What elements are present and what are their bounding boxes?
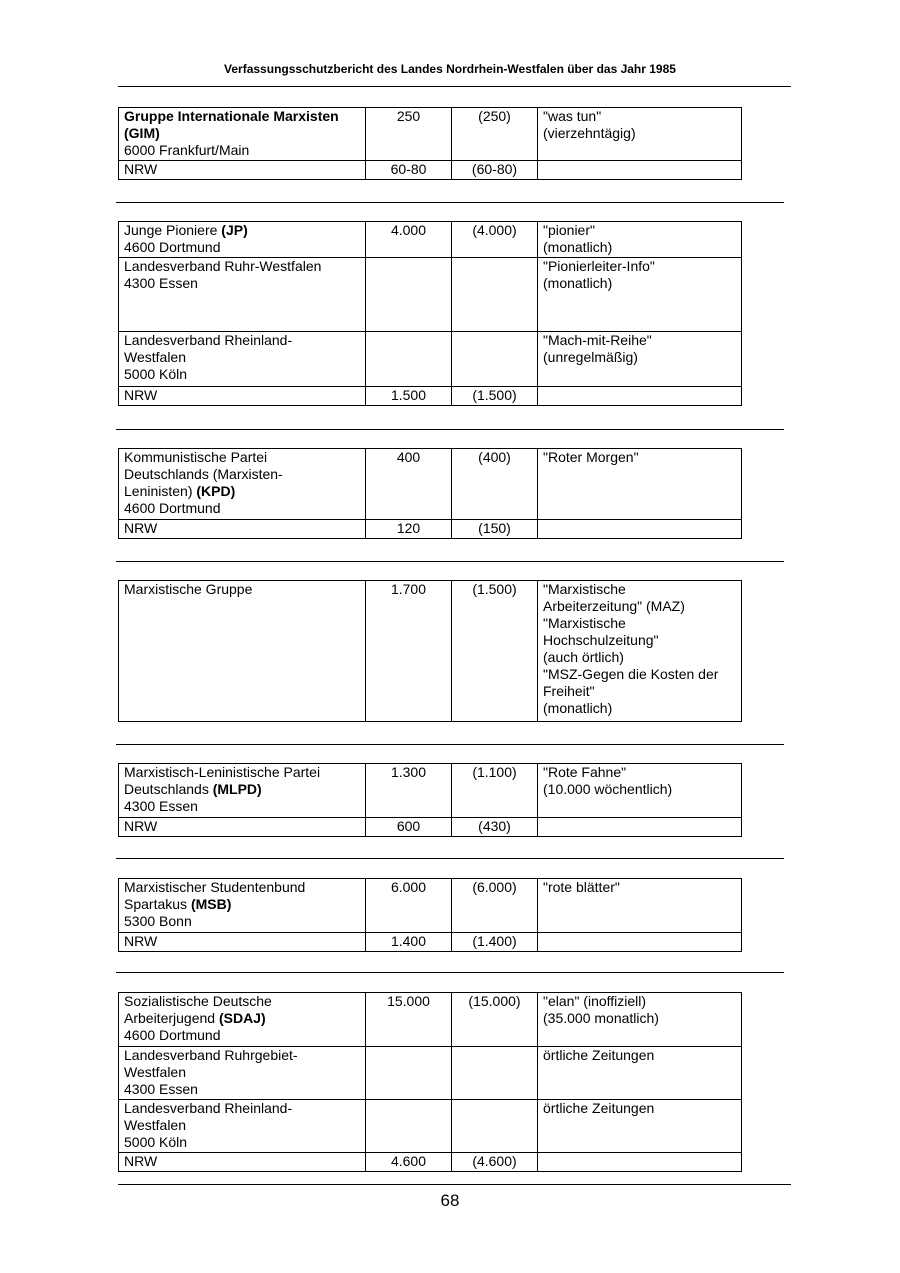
org-location: 6000 Frankfurt/Main <box>124 142 250 158</box>
organization-table-kpd <box>118 448 742 539</box>
org-abbr: (MLPD) <box>212 781 262 797</box>
org-name: Leninisten) <box>124 483 193 499</box>
org-location: 4600 Dortmund <box>124 1027 221 1043</box>
publication-cell <box>538 332 742 387</box>
publication-cell <box>538 1100 742 1153</box>
publication-line: "Mach-mit-Reihe" <box>543 332 652 348</box>
org-location: 4600 Dortmund <box>124 239 221 255</box>
org-abbr: (MSB) <box>190 896 232 912</box>
page-number: 68 <box>440 1191 460 1210</box>
publication-cell <box>538 222 742 258</box>
members-cell: 400 <box>366 449 452 520</box>
org-cell: NRW <box>119 387 366 406</box>
members-cell: 1.500 <box>366 387 452 406</box>
prev-members-cell: (150) <box>452 520 538 539</box>
table-row <box>119 581 742 722</box>
organization-table-sdaj <box>118 992 742 1172</box>
table-row <box>119 818 742 837</box>
org-cell <box>119 449 366 520</box>
organization-table-gim <box>118 107 742 180</box>
org-cell: NRW <box>119 1153 366 1172</box>
publication-line: (monatlich) <box>543 700 613 716</box>
footer-rule <box>118 1184 791 1185</box>
publication-line: "pionier" <box>543 222 595 238</box>
publication-line: "Marxistische <box>543 615 626 631</box>
publication-cell <box>538 993 742 1047</box>
prev-members-cell: (400) <box>452 449 538 520</box>
prev-members-cell: (60-80) <box>452 161 538 180</box>
org-name: Spartakus <box>124 896 188 912</box>
table-row <box>119 933 742 952</box>
publication-cell <box>538 520 742 539</box>
org-abbr: (KPD) <box>196 483 236 499</box>
separator-rule <box>116 429 784 430</box>
publication-cell <box>538 581 742 722</box>
publication-line: (unregelmäßig) <box>543 349 638 365</box>
publication-cell <box>538 933 742 952</box>
publication-line: örtliche Zeitungen <box>543 1100 655 1116</box>
org-cell: NRW <box>119 520 366 539</box>
separator-rule <box>116 972 784 973</box>
table-row <box>119 449 742 520</box>
separator-rule <box>116 202 784 203</box>
publication-cell <box>538 879 742 933</box>
org-abbr: (GIM) <box>124 125 160 141</box>
org-name: Landesverband Ruhrgebiet- <box>124 1047 298 1063</box>
org-name: Sozialistische Deutsche <box>124 993 272 1009</box>
org-cell: NRW <box>119 933 366 952</box>
prev-members-cell: (4.000) <box>452 222 538 258</box>
org-location: 4300 Essen <box>124 1081 198 1097</box>
publication-line: (auch örtlich) <box>543 649 624 665</box>
publication-line: "Roter Morgen" <box>543 449 639 465</box>
prev-members-cell <box>452 332 538 387</box>
publication-line: Hochschulzeitung" <box>543 632 659 648</box>
members-cell: 120 <box>366 520 452 539</box>
members-cell <box>366 258 452 332</box>
table-row <box>119 332 742 387</box>
members-cell: 250 <box>366 108 452 161</box>
publication-cell <box>538 1153 742 1172</box>
members-cell: 15.000 <box>366 993 452 1047</box>
org-name: Deutschlands (Marxisten- <box>124 466 283 482</box>
table-row <box>119 1153 742 1172</box>
publication-line: (monatlich) <box>543 239 613 255</box>
publication-line: (35.000 monatlich) <box>543 1010 659 1026</box>
org-location: 5000 Köln <box>124 1134 188 1150</box>
org-name: Landesverband Rheinland- <box>124 332 293 348</box>
org-cell: NRW <box>119 818 366 837</box>
org-abbr: (JP) <box>221 222 248 238</box>
table-row <box>119 520 742 539</box>
table-row <box>119 993 742 1047</box>
members-cell: 1.400 <box>366 933 452 952</box>
org-cell: Marxistische Gruppe <box>119 581 366 722</box>
org-location: 4300 Essen <box>124 275 198 291</box>
org-cell <box>119 764 366 818</box>
publication-cell <box>538 764 742 818</box>
publication-line: "Pionierleiter-Info" <box>543 258 655 274</box>
table-row <box>119 108 742 161</box>
publication-line: (vierzehntägig) <box>543 125 636 141</box>
publication-cell <box>538 161 742 180</box>
org-location: 5300 Bonn <box>124 913 192 929</box>
table-row <box>119 1047 742 1100</box>
org-name: Deutschlands <box>124 781 209 797</box>
org-name: Landesverband Rheinland- <box>124 1100 293 1116</box>
org-cell <box>119 108 366 161</box>
publication-cell <box>538 387 742 406</box>
org-name: Marxistischer Studentenbund <box>124 879 306 895</box>
org-cell: NRW <box>119 161 366 180</box>
members-cell: 600 <box>366 818 452 837</box>
members-cell: 1.300 <box>366 764 452 818</box>
org-cell <box>119 1047 366 1100</box>
org-cell <box>119 993 366 1047</box>
org-cell <box>119 332 366 387</box>
org-location: 4600 Dortmund <box>124 500 221 516</box>
publication-line: örtliche Zeitungen <box>543 1047 655 1063</box>
table-row <box>119 222 742 258</box>
prev-members-cell: (1.500) <box>452 387 538 406</box>
publication-cell <box>538 108 742 161</box>
separator-rule <box>116 561 784 562</box>
prev-members-cell: (1.500) <box>452 581 538 722</box>
members-cell: 4.000 <box>366 222 452 258</box>
table-row <box>119 879 742 933</box>
publication-cell <box>538 1047 742 1100</box>
org-cell <box>119 258 366 332</box>
table-row <box>119 764 742 818</box>
organization-table-mg <box>118 580 742 722</box>
org-cell <box>119 879 366 933</box>
separator-rule <box>116 744 784 745</box>
publication-line: "rote blätter" <box>543 879 620 895</box>
publication-line: "elan" (inoffiziell) <box>543 993 647 1009</box>
table-row <box>119 258 742 332</box>
organization-table-mlpd <box>118 763 742 837</box>
members-cell: 1.700 <box>366 581 452 722</box>
prev-members-cell <box>452 258 538 332</box>
header-rule <box>118 86 791 87</box>
org-name: Kommunistische Partei <box>124 449 268 465</box>
page-header: Verfassungsschutzbericht des Landes Nordrhein-Westfalen über das Jahr 1985 <box>224 62 676 76</box>
members-cell: 4.600 <box>366 1153 452 1172</box>
organization-table-jp <box>118 221 742 406</box>
org-name: Landesverband Ruhr-Westfalen <box>124 258 322 274</box>
prev-members-cell: (6.000) <box>452 879 538 933</box>
org-name: Westfalen <box>124 349 186 365</box>
publication-line: "MSZ-Gegen die Kosten der <box>543 666 719 682</box>
members-cell: 60-80 <box>366 161 452 180</box>
members-cell: 6.000 <box>366 879 452 933</box>
publication-line: Freiheit" <box>543 683 595 699</box>
org-cell <box>119 222 366 258</box>
publication-cell <box>538 818 742 837</box>
organization-table-msb <box>118 878 742 952</box>
prev-members-cell: (1.100) <box>452 764 538 818</box>
publication-line: (monatlich) <box>543 275 613 291</box>
table-row <box>119 1100 742 1153</box>
org-name: Marxistisch-Leninistische Partei <box>124 764 321 780</box>
publication-cell <box>538 258 742 332</box>
org-name: Westfalen <box>124 1117 186 1133</box>
org-location: 4300 Essen <box>124 798 198 814</box>
publication-line: (10.000 wöchentlich) <box>543 781 673 797</box>
publication-line: "Marxistische <box>543 581 626 597</box>
members-cell <box>366 1047 452 1100</box>
prev-members-cell: (430) <box>452 818 538 837</box>
prev-members-cell: (4.600) <box>452 1153 538 1172</box>
prev-members-cell: (250) <box>452 108 538 161</box>
org-cell <box>119 1100 366 1153</box>
org-abbr: (SDAJ) <box>218 1010 266 1026</box>
table-row <box>119 161 742 180</box>
org-name: Gruppe Internationale Marxisten <box>124 108 339 124</box>
org-name: Westfalen <box>124 1064 186 1080</box>
org-name: Junge Pioniere <box>124 222 218 238</box>
members-cell <box>366 1100 452 1153</box>
separator-rule <box>116 858 784 859</box>
publication-line: "was tun" <box>543 108 602 124</box>
prev-members-cell <box>452 1047 538 1100</box>
prev-members-cell: (15.000) <box>452 993 538 1047</box>
members-cell <box>366 332 452 387</box>
prev-members-cell <box>452 1100 538 1153</box>
prev-members-cell: (1.400) <box>452 933 538 952</box>
publication-cell <box>538 449 742 520</box>
publication-line: "Rote Fahne" <box>543 764 627 780</box>
table-row <box>119 387 742 406</box>
publication-line: Arbeiterzeitung" (MAZ) <box>543 598 685 614</box>
org-location: 5000 Köln <box>124 366 188 382</box>
org-name: Arbeiterjugend <box>124 1010 216 1026</box>
